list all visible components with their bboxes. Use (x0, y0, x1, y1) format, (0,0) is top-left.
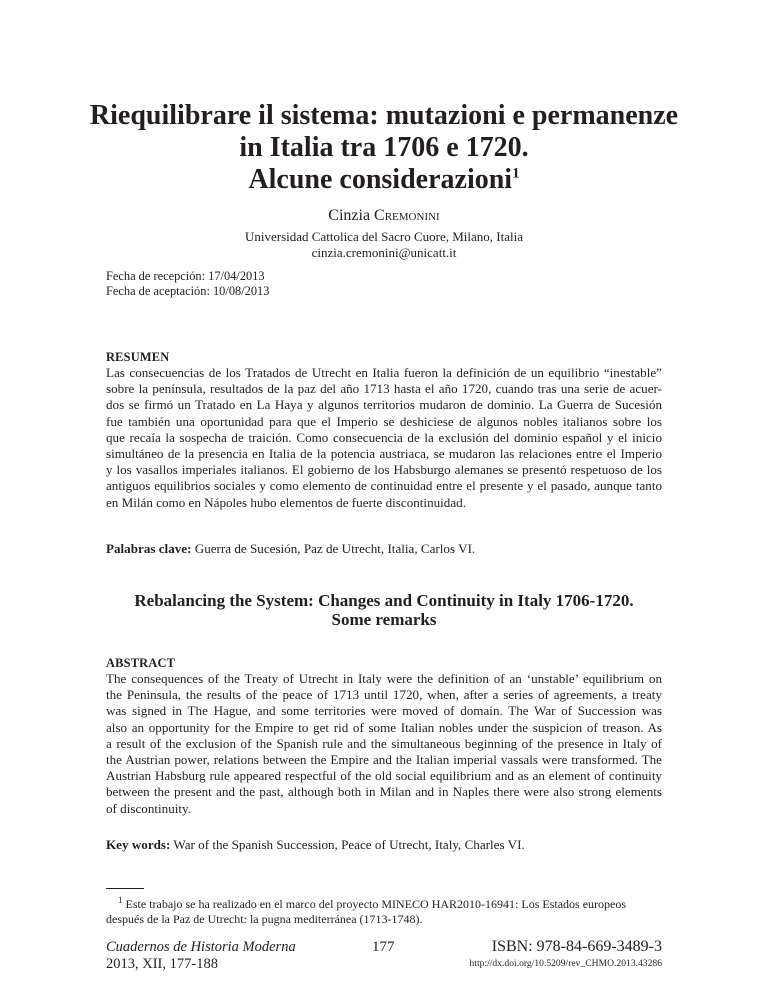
abstract-line: also an opportunity for the Empire to get rid of some Italian nobles under the suspicion of treason. As (106, 719, 662, 735)
footnote (106, 893, 662, 927)
abstract-line: a result of the exclusion of the Spanish rule and the simultaneous beginning of the presence in Italy of (106, 735, 662, 751)
resumen-text (106, 365, 662, 511)
palabras-clave-label: Palabras clave: (106, 541, 192, 556)
english-title-line: Rebalancing the System: Changes and Continuity in Italy 1706-1720. (134, 591, 634, 610)
resumen-line: en Milán como en Nápoles hubo elementos de fuerte discontinuidad. (106, 494, 466, 510)
key-words-text: War of the Spanish Succession, Peace of Utrecht, Italy, Charles VI. (170, 837, 525, 852)
resumen-line: y los vasallos imperiales italianos. El gobierno de los Habsburgo alemanes se presentó respetuoso de los (106, 462, 662, 478)
resumen-line: dos se firmó un Tratado en La Haya y algunos territorios mudaron de dominio. La Guerra de Sucesión (106, 397, 662, 413)
submission-dates (106, 269, 269, 299)
footnote-reference[interactable]: 1 (512, 165, 520, 182)
title-line (0, 164, 768, 196)
journal-name: Cuadernos de Historia Moderna (106, 939, 296, 955)
abstract-line: of discontinuity. (106, 800, 191, 816)
english-title (0, 591, 768, 629)
abstract-line: The consequences of the Treaty of Utrecht in Italy were the definition of an ‘unstable’ equilibrium on (106, 671, 662, 686)
footnote-line-text: Este trabajo se ha realizado en el marco del proyecto MINECO HAR2010-16941: Los Estados europeos (122, 897, 627, 911)
english-title-line: Some remarks (331, 610, 437, 629)
key-words-label: Key words: (106, 837, 171, 852)
palabras-clave (106, 541, 475, 557)
title-line-text: Alcune considerazioni (248, 164, 513, 195)
abstract-line: the Austrian power, relations between the Empire and the Italian imperial vassals were transformed. The (106, 752, 662, 768)
abstract-text (106, 671, 662, 817)
footnote-mark: 1 (118, 895, 123, 905)
abstract-heading: ABSTRACT (106, 656, 176, 670)
doi-link[interactable]: http://dx.doi.org/10.5209/rev_CHMO.2013.43286 (469, 958, 662, 969)
page-number: 177 (372, 939, 395, 955)
title-line: in Italia tra 1706 e 1720. (239, 132, 529, 163)
resumen-line: Las consecuencias de los Tratados de Utrecht en Italia fueron la definición de un equilibrio “inestable” (106, 365, 662, 380)
resumen-line: sobre la península, resultados de la paz del año 1713 hasta el año 1720, cuando tras una serie de acuer- (106, 381, 662, 397)
author-email[interactable]: cinzia.cremonini@unicatt.it (311, 245, 457, 260)
abstract-line: was signed in The Hague, and some territories were moved of domain. The War of Succession was (106, 703, 662, 719)
key-words (106, 837, 525, 853)
footnote-separator (106, 888, 144, 889)
footnote-line: después de la Paz de Utrecht: la pugna mediterránea (1713-1748). (106, 912, 423, 926)
resumen-line: que recaía la sospecha de traición. Como consecuencia de la exclusión del dominio español y el inicio (106, 429, 662, 445)
resumen-line: fue también una oportunidad para que el Imperio se deshiciese de algunos nobles italianos sobre los (106, 413, 662, 429)
abstract-line: between the present and the past, although both in Milan and in Naples there were also strong elements (106, 784, 662, 800)
author-family-name: Cremonini (374, 207, 440, 224)
isbn: ISBN: 978-84-669-3489-3 (491, 938, 662, 955)
author-affiliation-block (0, 229, 768, 261)
journal-info (106, 939, 296, 973)
abstract-line: the Peninsula, the results of the peace of 1713 until 1720, when, after a series of agreements, a treaty (106, 687, 662, 703)
article-title (0, 100, 768, 196)
journal-volume: 2013, XII, 177-188 (106, 956, 218, 972)
affiliation: Universidad Cattolica del Sacro Cuore, Milano, Italia (245, 229, 523, 244)
resumen-line: antiguos equilibrios sociales y como elemento de continuidad entre el presente y el pasado, aunque tanto (106, 478, 662, 494)
resumen-line: simultáneo de la presencia en Italia de la potencia austriaca, se mudaron las relaciones entre el Imperio (106, 446, 662, 462)
abstract-line: Austrian Habsburg rule appeared respectful of the old social equilibrium and as an element of continuity (106, 768, 662, 784)
footnote-line (106, 893, 662, 912)
accepted-date: Fecha de aceptación: 10/08/2013 (106, 284, 270, 298)
author-name (0, 207, 768, 225)
received-date: Fecha de recepción: 17/04/2013 (106, 269, 265, 283)
resumen-heading: RESUMEN (106, 350, 170, 364)
author-given-name: Cinzia (328, 207, 371, 224)
palabras-clave-text: Guerra de Sucesión, Paz de Utrecht, Italia, Carlos VI. (191, 541, 476, 556)
title-line: Riequilibrare il sistema: mutazioni e permanenze (89, 100, 679, 131)
